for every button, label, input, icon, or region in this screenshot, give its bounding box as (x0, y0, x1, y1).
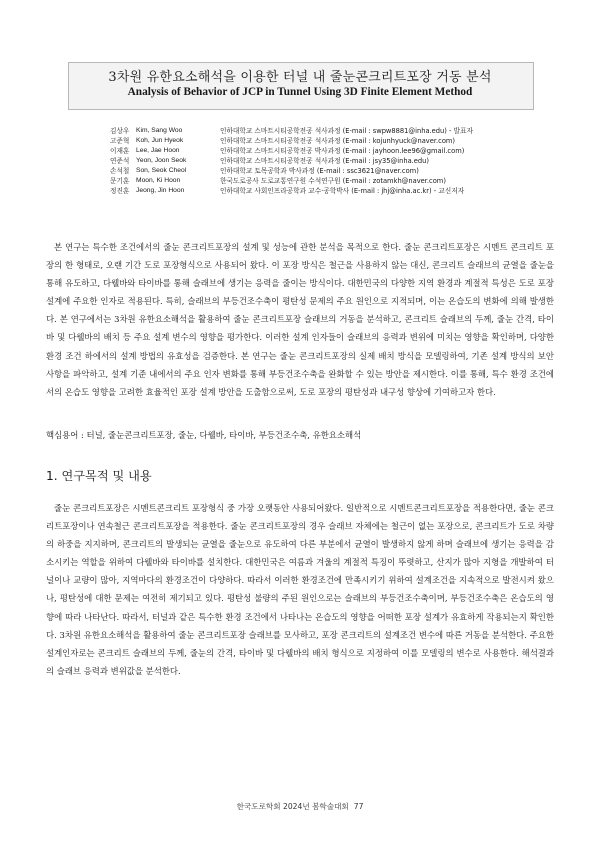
author-list (110, 126, 550, 196)
abstract-paragraph: 본 연구는 특수한 조건에서의 줄눈 콘크리트포장의 설계 및 성능에 관한 분석을 목적으로 한다. 줄눈 콘크리트포장은 시멘트 콘크리트 포장의 한 형태로, 오랜 기간 도로 포장형식으로 사용되어 왔다. 이 포장 방식은 철근을 사용하지 않는 대신, 콘크리트 슬래브의 균열을 줄눈을 통해 유도하고, 다웰바와 타이바를 통해 슬래브에 생기는 응력을 줄이는 방식이다. 대한민국의 다양한 지역 환경과 계절적 특성은 도로 포장설계에 주요한 인자로 적용된다. 특히, 슬래브의 부등건조수축이 평탄성 문제의 주요 원인으로 지적되며, 이는 온습도의 변화에 의해 발생한다. 본 연구에서는 3차원 유한요소해석을 활용하여 줄눈 콘크리트포장 슬래브의 거동을 분석하고, 콘크리트 슬래브의 두께, 줄눈 간격, 타이바 및 다웰바의 배치 등 주요 설계 변수의 영향을 평가한다. 이러한 설계 인자들이 슬래브의 응력과 변위에 미치는 영향을 확인하며, 다양한 환경 조건 하에서의 설계 방법의 유효성을 검증한다. 본 연구는 줄눈 콘크리트포장의 실제 배치 방식을 모델링하여, 기존 설계 방식의 보안 사항을 파악하고, 설계 기준 내에서의 주요 인자 변화를 통해 부등건조수축을 완화할 수 있는 방안을 제시한다. 이를 통해, 특수 환경 조건에서의 온습도 영향을 고려한 효율적인 포장 설계 방안을 도출함으로써, 도로 포장의 평탄성과 내구성 향상에 기여하고자 한다. (46, 242, 554, 397)
paper-title-korean: 3차원 유한요소해석을 이용한 터널 내 줄눈콘크리트포장 거동 분석 (108, 70, 492, 85)
author-affiliation: 인하대학교 스마트시티공학전공 석사과정 (E-mail : kojunhyuck@naver.com) (220, 137, 456, 145)
page-number: 77 (353, 802, 364, 811)
author-name-korean: 연준석 (110, 157, 130, 165)
paper-title-english: Analysis of Behavior of JCP in Tunnel Using 3D Finite Element Method (127, 86, 473, 98)
author-row (110, 176, 550, 186)
author-name-korean: 문기훈 (110, 177, 130, 185)
author-name-english: Kim, Sang Woo (136, 127, 183, 134)
author-name-english: Koh, Jun Hyeok (136, 137, 184, 144)
author-name-english: Lee, Jae Hoon (136, 147, 180, 154)
author-row (110, 166, 550, 176)
author-row (110, 156, 550, 166)
keywords: 핵심용어 : 터널, 줄눈콘크리트포장, 줄눈, 다웰바, 타이바, 부등건조수축, 유한요소해석 (46, 430, 362, 440)
author-affiliation: 인하대학교 스마트시티공학전공 박사과정 (E-mail : jayhoon.lee96@gmail.com) (220, 147, 465, 155)
page-footer (0, 801, 600, 812)
author-row (110, 186, 550, 196)
author-name-english: Son, Seok Cheol (136, 167, 187, 174)
author-row (110, 136, 550, 146)
author-name-english: Yeon, Joon Seok (136, 157, 187, 164)
section-heading: 1. 연구목적 및 내용 (46, 469, 152, 483)
author-row (110, 146, 550, 156)
conference-name: 한국도로학회 2024년 봄학술대회 (236, 802, 349, 811)
section-body-paragraph: 줄눈 콘크리트포장은 시멘트콘크리트 포장형식 중 가장 오랫동안 사용되어왔다. 일반적으로 시멘트콘크리트포장을 적용한다면, 줄눈 콘크리트포장이나 연속철근 콘크리트포장을 적용한다. 줄눈 콘크리트포장의 경우 슬래브 자체에는 철근이 없는 포장으로, 콘크리트가 도로 차량의 하중을 지지하며, 콘크리트의 발생되는 균열을 줄눈으로 유도하여 다른 부분에서 균열이 발생하지 않게 하며 슬래브에 생기는 응력을 감소시키는 역할을 위하여 다웰바와 타이바를 설치한다. 대한민국은 여름과 겨울의 계절적 특징이 뚜렷하고, 산지가 많아 지형을 개발하여 터널이나 교량이 많아, 지역마다의 환경조건이 다양하다. 따라서 이러한 환경조건에 만족시키기 위하여 설계조건을 지속적으로 발전시켜 왔으나, 평탄성에 대한 문제는 여전히 제기되고 있다. 평탄성 불량의 주된 원인으로는 슬래브의 부등건조수축이며, 부등건조수축은 온습도의 영향에 따라 나타난다. 따라서, 터널과 같은 특수한 환경 조건에서 나타나는 온습도의 영향을 어떠한 포장 설계가 유효하게 작용되는지 확인한다. 3차원 유한요소해석을 활용하여 줄눈 콘크리트포장 슬래브를 모사하고, 포장 콘크리트의 설계조건 변수에 따른 거동을 분석한다. 주요한 설계인자로는 콘크리트 슬래브의 두께, 줄눈의 간격, 타이바 및 다웰바의 배치 형식으로 지정하여 이를 모델링의 변수로 사용한다. 해석결과의 슬래브 응력과 변위값을 분석한다. (46, 503, 554, 676)
author-affiliation: 인하대학교 스마트시티공학전공 석사과정 (E-mail : swpw8881@inha.edu) - 발표자 (220, 127, 473, 135)
author-name-korean: 손석철 (110, 167, 130, 175)
author-name-english: Moon, Ki Hoon (136, 177, 181, 184)
author-name-korean: 김상우 (110, 127, 130, 135)
author-name-english: Jeong, Jin Hoon (136, 187, 185, 194)
author-affiliation: 한국도로공사 도로교통연구원 수석연구원 (E-mail : zotamkh@naver.com) (220, 177, 446, 185)
author-name-korean: 이재훈 (110, 147, 130, 155)
author-affiliation: 인하대학교 사회인프라공학과 교수·공학박사 (E-mail : jhj@inha.ac.kr) - 교신저자 (220, 187, 465, 195)
author-row (110, 126, 550, 136)
author-name-korean: 고준혁 (110, 137, 130, 145)
author-name-korean: 정진훈 (110, 187, 130, 195)
author-affiliation: 인하대학교 스마트시티공학전공 석사과정 (E-mail : jsy35@inha.edu) (220, 157, 430, 165)
author-affiliation: 인하대학교 토목공학과 박사과정 (E-mail : ssc3621@naver.com) (220, 167, 419, 175)
